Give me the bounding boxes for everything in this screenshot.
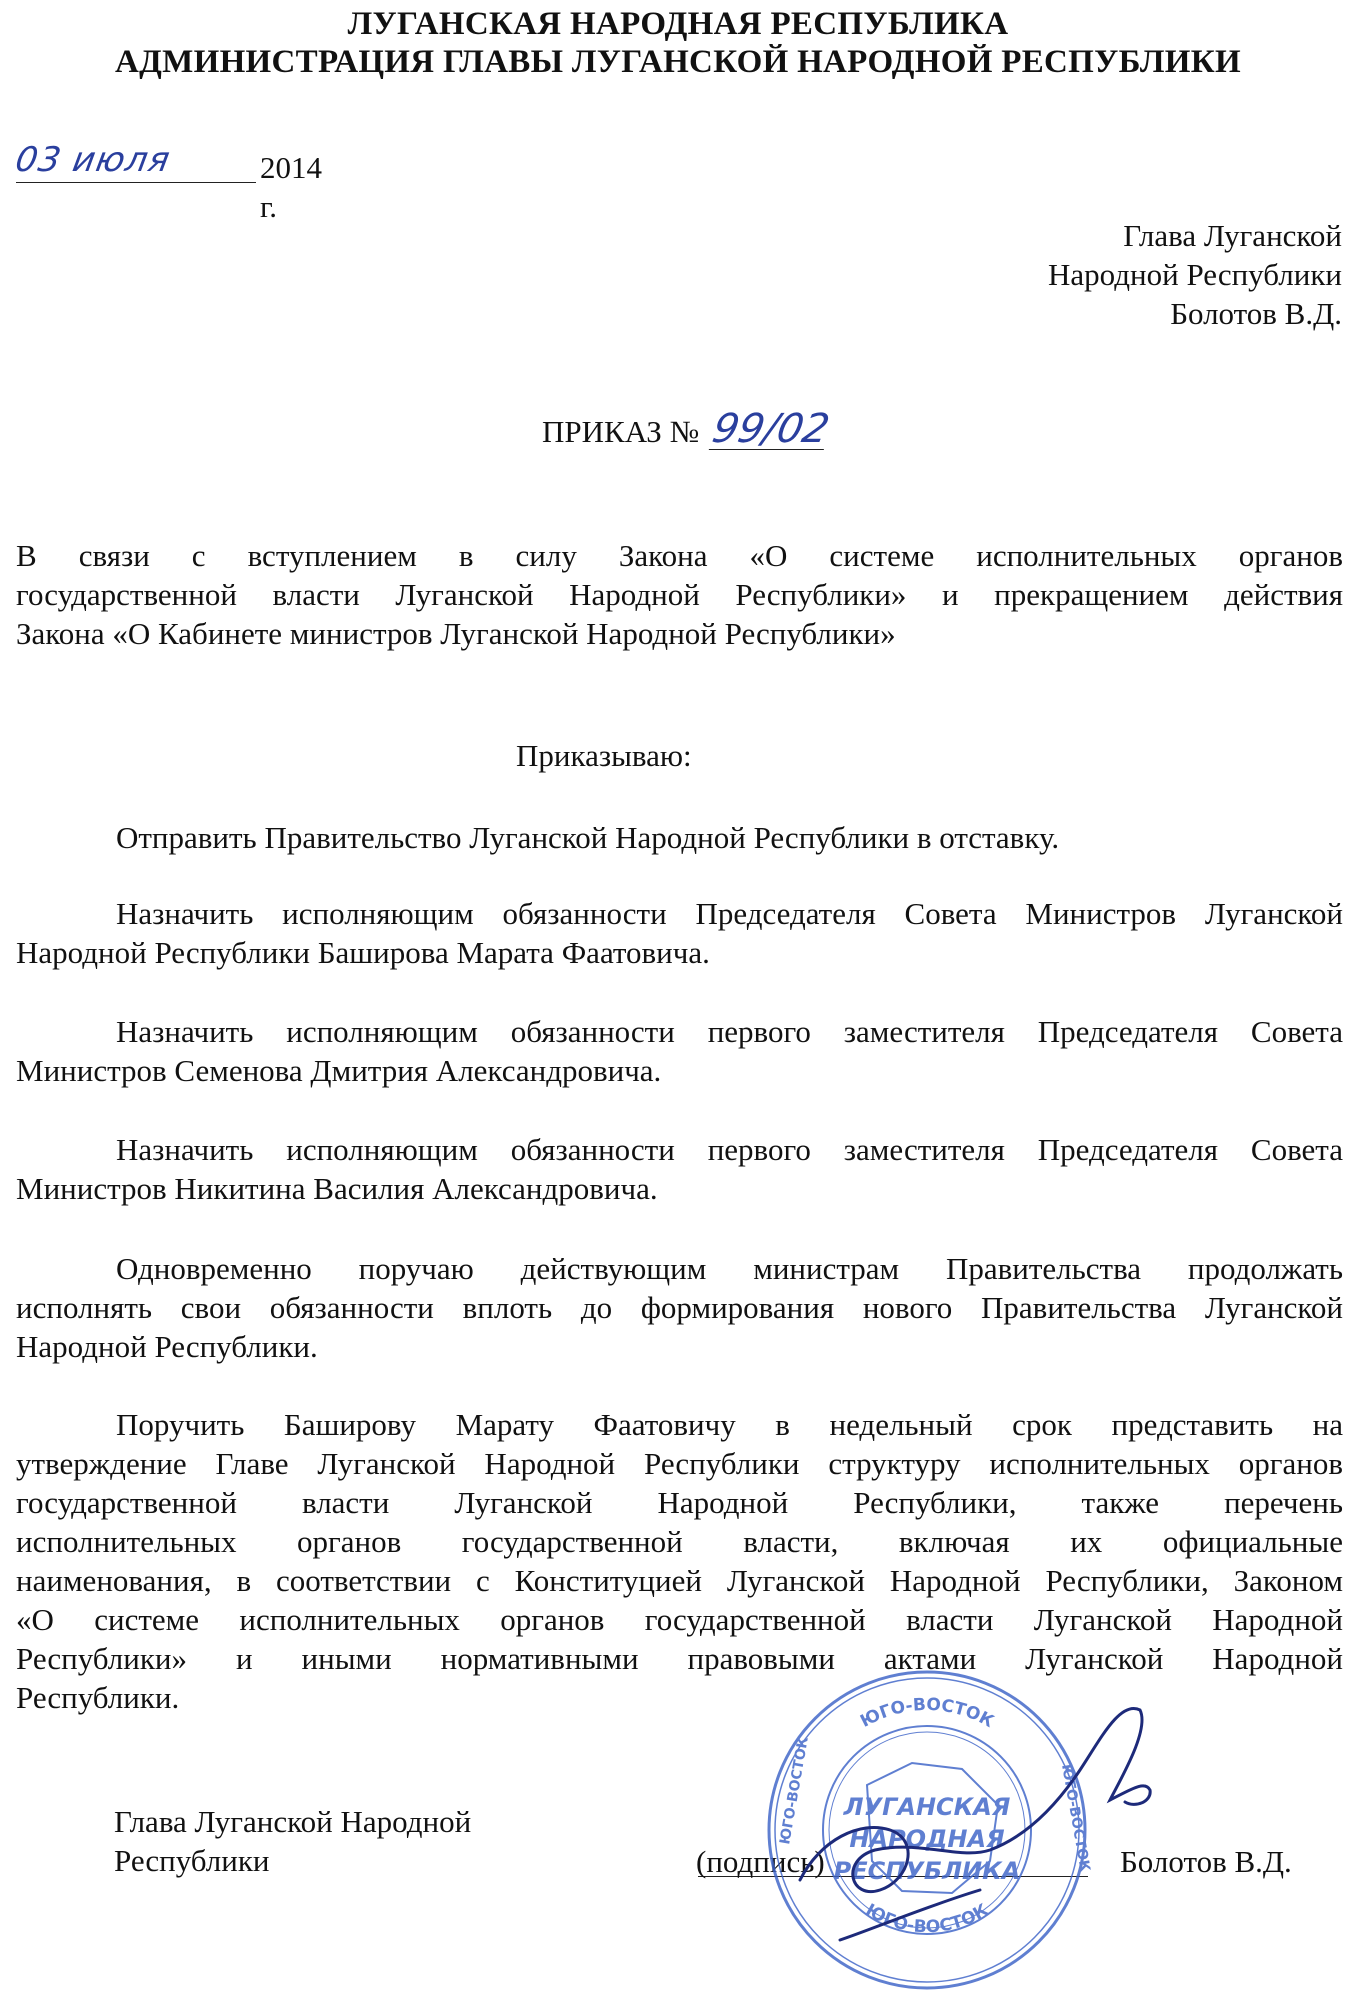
order-item-line: Отправить Правительство Луганской Народной Республики в отставку. [116,820,1060,855]
handwritten-date: 03 июля [12,140,174,180]
signatory-title-line-2: Республики [114,1843,270,1878]
order-item-line: Поручить Баширову Марату Фаатовичу в недельный срок представить на [116,1407,1343,1442]
order-item-line: наименования, в соответствии с Конституцией Луганской Народной Республики, Законом [16,1563,1343,1598]
stamp-ring-left: ЮГО-ВОСТОК [777,1735,812,1846]
signatory-title [114,1802,471,1880]
order-item-line: Министров Семенова Дмитрия Александровича. [16,1053,662,1088]
order-word: Приказываю: [516,738,692,773]
order-title-row [542,406,834,452]
order-title: ПРИКАЗ № [542,414,700,449]
order-item-line: Одновременно поручаю действующим министрам Правительства продолжать [116,1251,1343,1286]
preamble [16,536,1343,653]
order-item-line: Народной Республики. [16,1329,318,1364]
stamp-center-line-2: НАРОДНАЯ [849,1825,1005,1853]
signature-label: (подпись) [696,1844,825,1879]
stamp-ring-bottom: ЮГО-ВОСТОК [862,1900,992,1938]
order-item-1 [16,818,1343,857]
order-item-5 [16,1249,1343,1366]
header-line-1: ЛУГАНСКАЯ НАРОДНАЯ РЕСПУБЛИКА [347,6,1009,42]
preamble-line-1: В связи с вступлением в силу Закона «О системе исполнительных органов [16,538,1343,573]
addressee [1048,216,1342,333]
order-item-2 [16,894,1343,972]
order-item-line: Назначить исполняющим обязанности первого заместителя Председателя Совета [116,1014,1343,1049]
order-item-line: государственной власти Луганской Народной Республики, также перечень [16,1485,1343,1520]
stamp-center-line-1: ЛУГАНСКАЯ [843,1793,1011,1821]
order-item-line: утверждение Главе Луганской Народной Республики структуру исполнительных органов [16,1446,1343,1481]
order-item-6 [16,1405,1343,1717]
stamp-ring-right: ЮГО-ВОСТОК [1058,1762,1092,1873]
order-item-line: Назначить исполняющим обязанности Председателя Совета Министров Луганской [116,896,1343,931]
addressee-line-1: Глава Луганской [1123,218,1342,253]
handwritten-signature [780,1690,1200,1960]
order-item-line: Назначить исполняющим обязанности первого заместителя Председателя Совета [116,1132,1343,1167]
order-item-4 [16,1130,1343,1208]
order-item-line: «О системе исполнительных органов государственной власти Луганской Народной [16,1602,1343,1637]
signatory-name: Болотов В.Д. [1120,1844,1292,1879]
addressee-line-2: Народной Республики [1048,257,1342,292]
order-number: 99/02 [708,406,834,452]
date-underline [16,182,256,183]
order-item-line: Министров Никитина Василия Александровича. [16,1171,658,1206]
order-item-line: Республики» и иными нормативными правовыми актами Луганской Народной [16,1641,1343,1676]
order-item-line: исполнять свои обязанности вплоть до формирования нового Правительства Луганской [16,1290,1343,1325]
preamble-line-2: государственной власти Луганской Народной Республики» и прекращением действия [16,577,1343,612]
date-row [12,140,322,224]
signatory-title-line-1: Глава Луганской Народной [114,1804,472,1839]
stamp-ring-top: ЮГО-ВОСТОК [857,1694,998,1732]
order-item-line: исполнительных органов государственной власти, включая их официальные [16,1524,1343,1559]
preamble-line-3: Закона «О Кабинете министров Луганской Народной Республики» [16,616,896,651]
header-line-2: АДМИНИСТРАЦИЯ ГЛАВЫ ЛУГАНСКОЙ НАРОДНОЙ РЕСПУБЛИКИ [115,44,1241,80]
order-item-line: Республики. [16,1680,180,1715]
order-item-3 [16,1012,1343,1090]
addressee-line-3: Болотов В.Д. [1170,296,1342,331]
order-item-line: Народной Республики Баширова Марата Фаатовича. [16,935,710,970]
date-year: 2014 г. [260,150,322,224]
stamp-center-line-3: РЕСПУБЛИКА [833,1857,1021,1885]
